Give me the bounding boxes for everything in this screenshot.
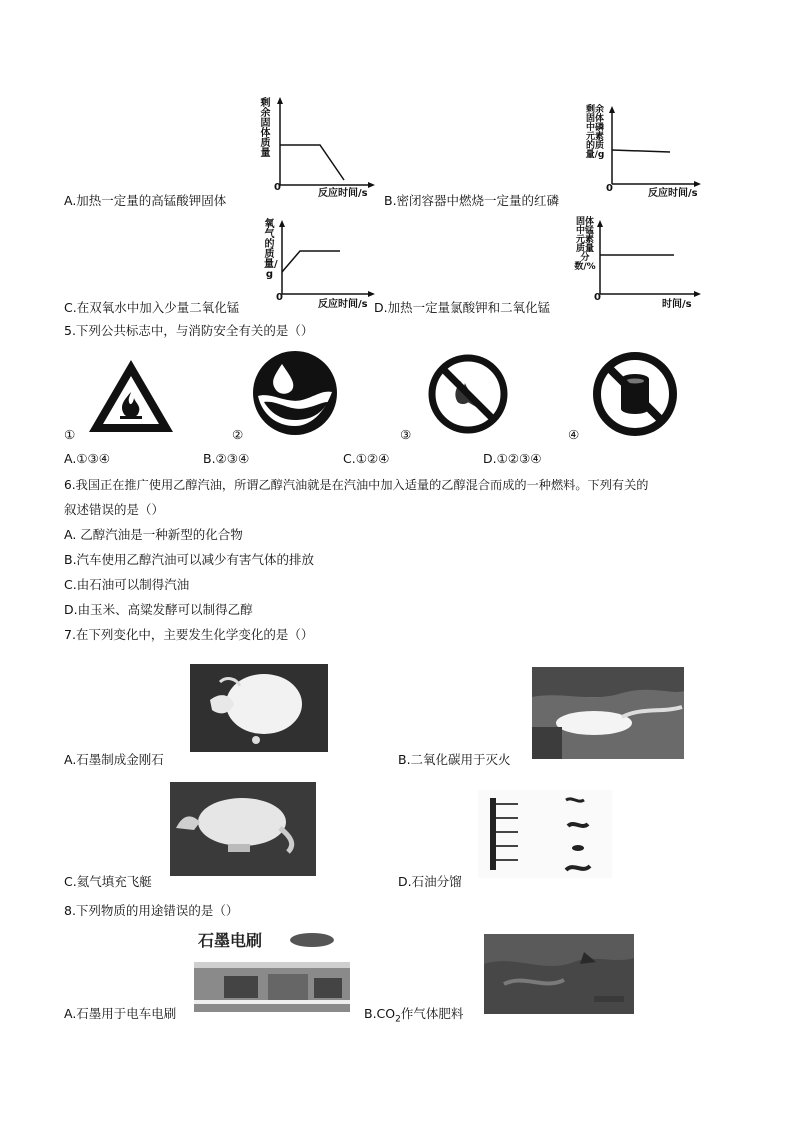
graph-b-origin: 0 (606, 183, 613, 194)
q5-option-c: C.①②④ (343, 451, 390, 466)
graphite-brush-photo (194, 928, 350, 1012)
sign-number-1: ① (64, 427, 76, 442)
q8-option-b-subscript: 2 (395, 1014, 401, 1025)
graph-d (570, 218, 706, 310)
q6-option-a: A. 乙醇汽油是一种新型的化合物 (64, 527, 243, 542)
co2-fertilizer-photo (484, 934, 634, 1014)
water-saving-sign (252, 350, 338, 436)
graph-a-origin: 0 (274, 182, 281, 193)
graph-c (262, 218, 378, 310)
no-fire-icon (427, 353, 509, 435)
q7-option-c: C.氦气填充飞艇 (64, 874, 152, 889)
graph-b (584, 105, 704, 199)
q7-option-d: D.石油分馏 (398, 874, 462, 889)
graph-b-ylabel-text: 剩余固体中磷元素的质量/g (585, 105, 605, 160)
flammable-icon (86, 356, 176, 436)
q7-option-b: B.二氧化碳用于灭火 (398, 752, 511, 767)
graph-c-xlabel: 反应时间/s (318, 299, 368, 310)
graph-c-origin: 0 (276, 292, 283, 303)
graph-d-xlabel: 时间/s (662, 299, 692, 310)
graph-d-origin: 0 (594, 292, 601, 303)
q6-stem-line1: 6.我国正在推广使用乙醇汽油，所谓乙醇汽油就是在汽油中加入适量的乙醇混合而成的一种燃料。下列有关的 (64, 478, 649, 492)
q4-option-c: C.在双氧水中加入少量二氧化锰 (64, 300, 240, 315)
q8-option-b-prefix: B.CO (364, 1006, 396, 1021)
q8-option-b (364, 1004, 463, 1025)
airship-photo (170, 782, 316, 876)
no-open-flame-sign (427, 353, 509, 435)
q4-option-b: B.密闭容器中燃烧一定量的红磷 (384, 193, 560, 208)
sign-number-2: ② (232, 427, 244, 442)
graphite-brush-caption: 石墨电刷 (198, 931, 263, 950)
q4-option-d: D.加热一定量氯酸钾和二氧化锰 (374, 300, 551, 315)
sign-number-3: ③ (400, 427, 412, 442)
q6-option-d: D.由玉米、高粱发酵可以制得乙醇 (64, 602, 253, 617)
q5-option-d: D.①②③④ (483, 451, 542, 466)
graph-b-ylabel (582, 106, 608, 160)
q7-stem: 7.在下列变化中，主要发生化学变化的是（） (64, 627, 314, 642)
q5-option-a: A.①③④ (64, 451, 110, 466)
graph-a-xlabel: 反应时间/s (318, 188, 368, 199)
q6-option-c: C.由石油可以制得汽油 (64, 577, 190, 592)
co2-fire-extinguish-photo (532, 667, 684, 759)
q6-option-b: B.汽车使用乙醇汽油可以减少有害气体的排放 (64, 552, 315, 567)
q5-option-b: B.②③④ (203, 451, 250, 466)
q8-option-b-suffix: 作气体肥料 (400, 1006, 464, 1021)
q8-option-a: A.石墨用于电车电刷 (64, 1006, 177, 1021)
graph-d-ylabel (572, 218, 598, 272)
q6-stem-line2: 叙述错误的是（） (64, 502, 165, 517)
prohibition-barrel-sign (592, 351, 678, 437)
sign-number-4: ④ (568, 427, 580, 442)
graph-a-axes (258, 95, 378, 195)
q8-stem: 8.下列物质的用途错误的是（） (64, 903, 239, 918)
flammable-warning-sign (86, 356, 176, 436)
graph-b-xlabel: 反应时间/s (648, 188, 698, 199)
oil-fractionation-photo (478, 790, 612, 878)
graph-d-ylabel-text: 固体中锰元素质量分数/% (574, 217, 596, 272)
graphite-diamond-photo (190, 664, 328, 752)
barrel-prohibited-icon (592, 351, 678, 437)
q7-option-a: A.石墨制成金刚石 (64, 752, 164, 767)
graph-a-ylabel: 剩余固体质量 (260, 98, 271, 159)
graph-c-ylabel: 氧气的质量/g (264, 219, 278, 280)
q5-stem: 5.下列公共标志中，与消防安全有关的是（） (64, 323, 314, 338)
q4-option-a: A.加热一定量的高锰酸钾固体 (64, 193, 227, 208)
graph-a (258, 95, 378, 199)
water-drop-icon (252, 350, 338, 436)
